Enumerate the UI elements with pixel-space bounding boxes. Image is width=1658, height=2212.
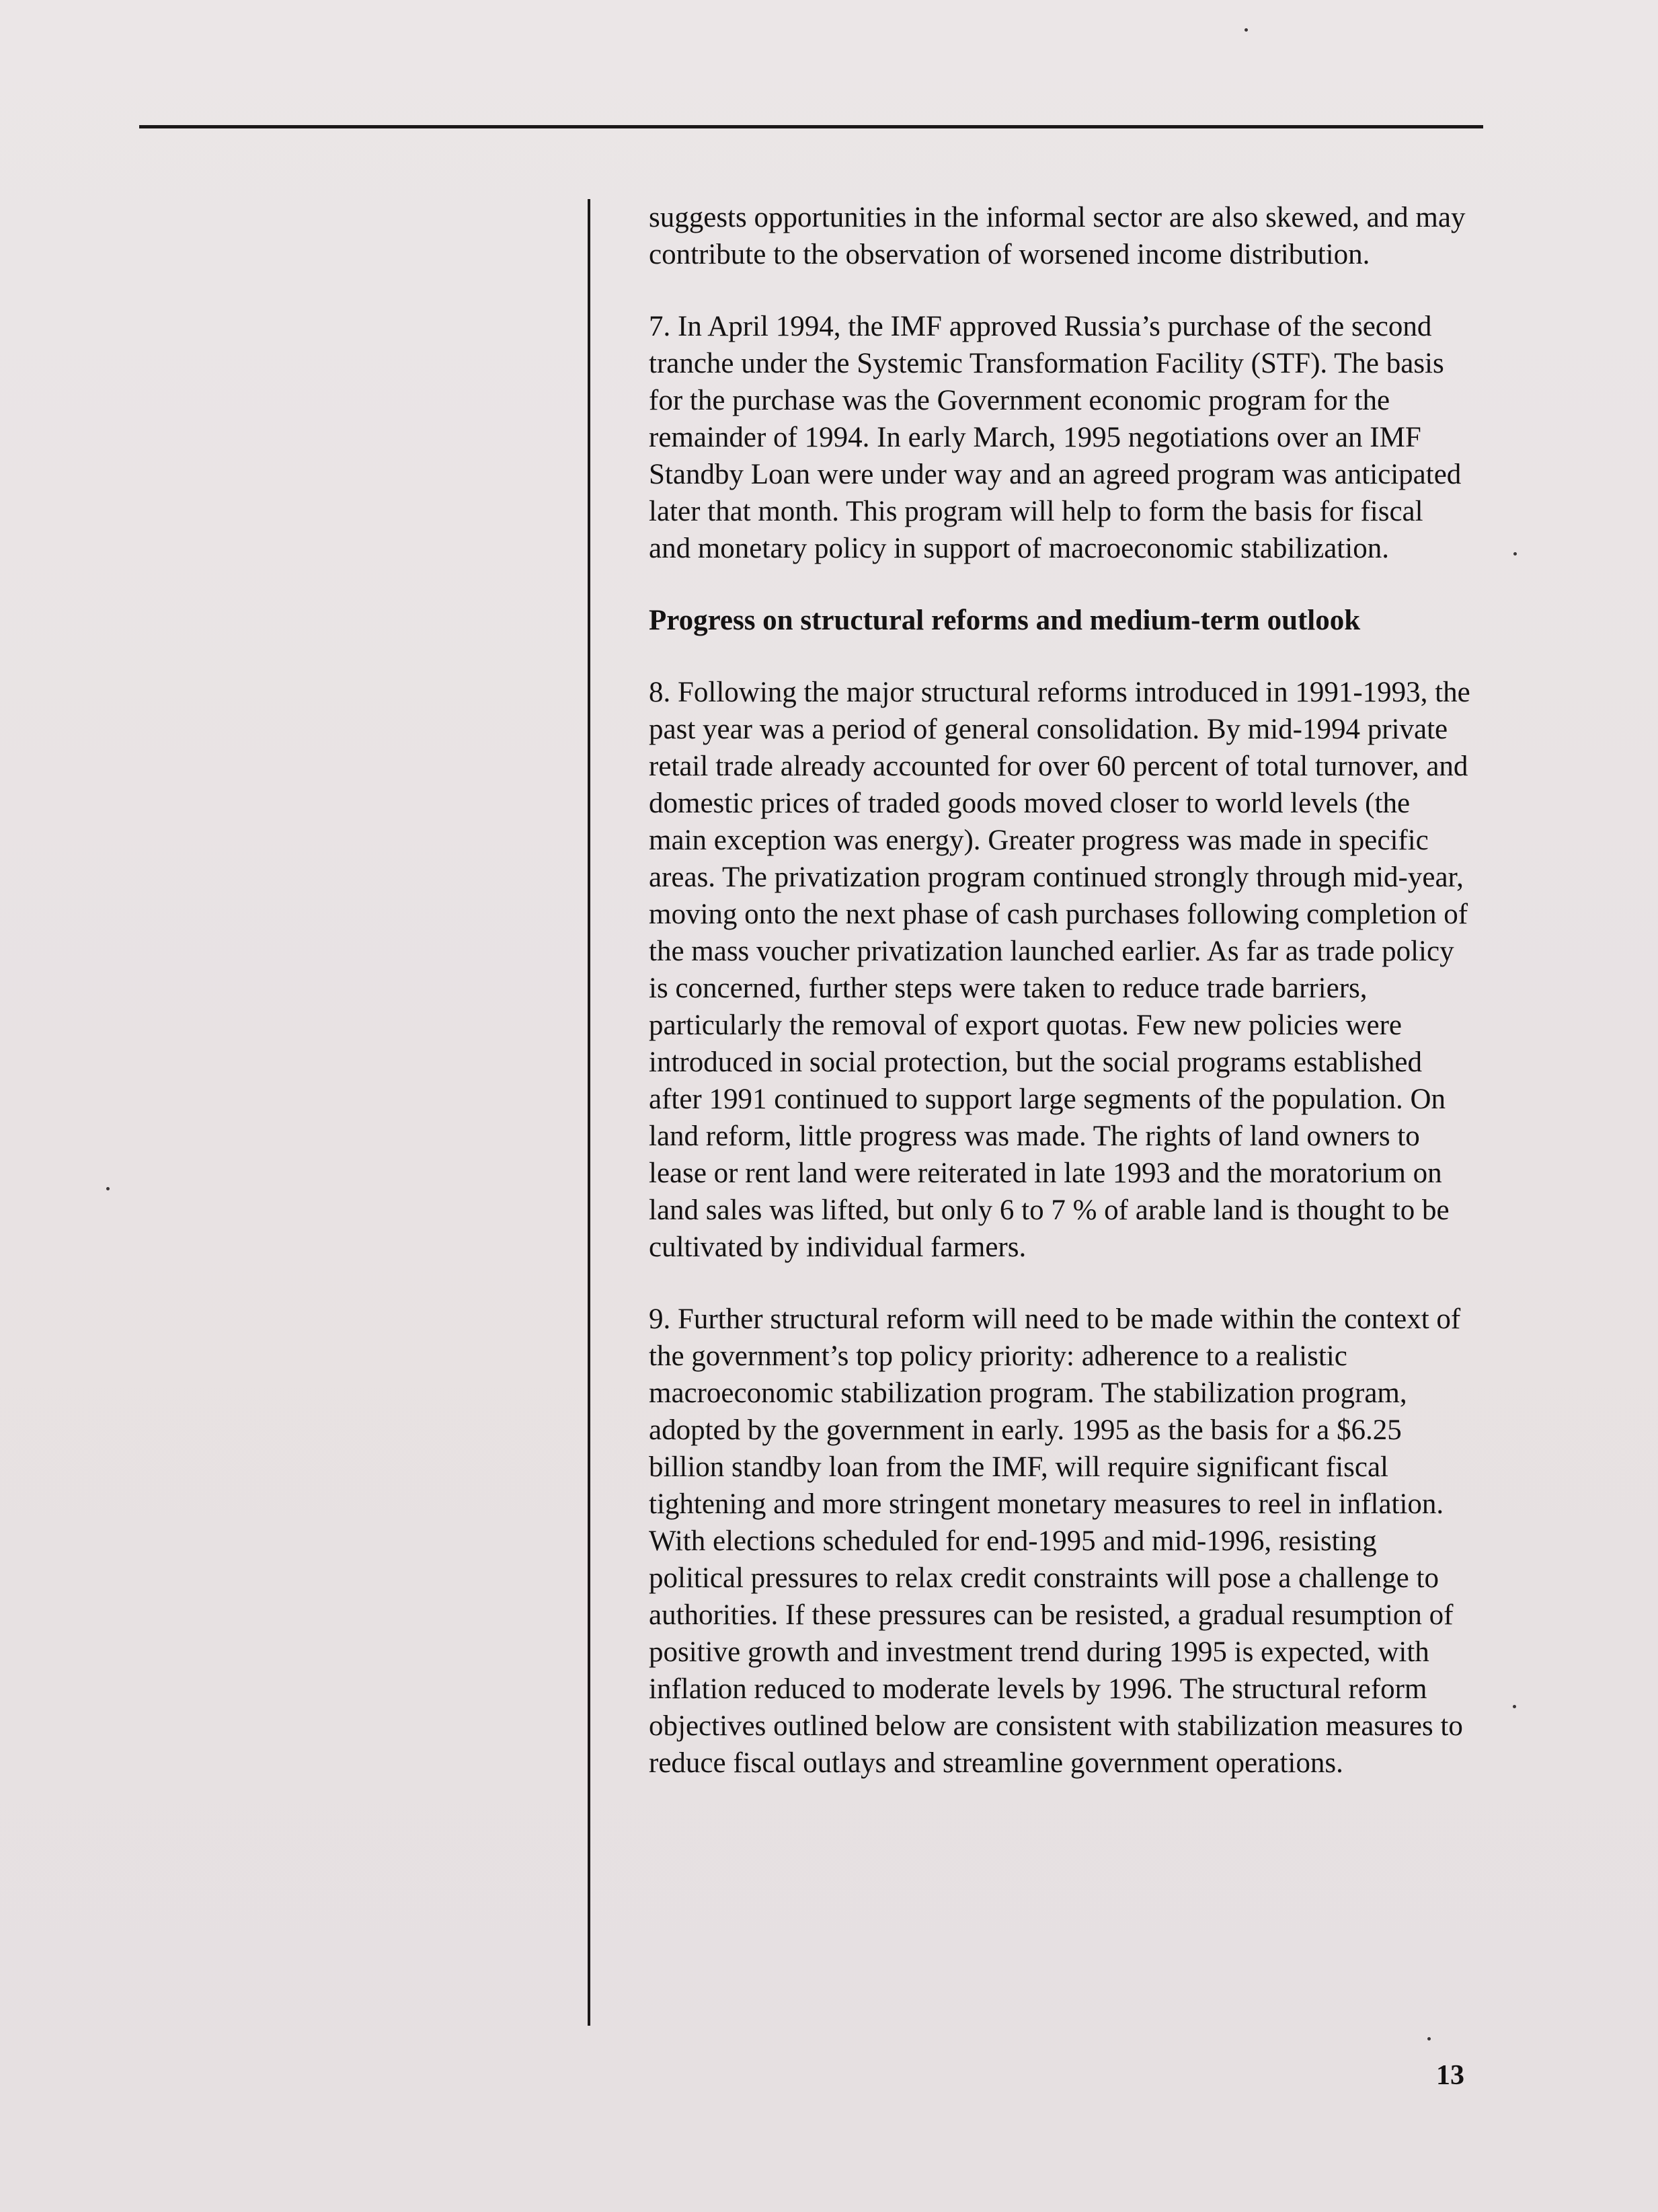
scan-speck [1427,2037,1431,2041]
paragraph-9: 9. Further structural reform will need to be made within the context of the government’s top policy priority: adherence to a realistic macroeconomic stabilization program. The stabilization program, adopted by the government in early. 1995 as the basis for a $6.25 billion standby loan from the IMF, will require significant fiscal tightening and more stringent monetary measures to reel in inflation. With elections scheduled for end-1995 and mid-1996, resisting political pressures to relax credit constraints will pose a challenge to authorities. If these pressures can be resisted, a gradual resumption of positive growth and investment trend during 1995 is expected, with inflation reduced to moderate levels by 1996. The structural reform objectives outlined below are consistent with stabilization measures to reduce fiscal outlays and streamline government operations. [649,1303,1463,1779]
text-column [649,199,1470,1817]
paragraph-7: 7. In April 1994, the IMF approved Russia’s purchase of the second tranche under the Systemic Transformation Facility (STF). The basis for the purchase was the Government economic program for the remainder of 1994. In early March, 1995 negotiations over an IMF Standby Loan were under way and an agreed program was anticipated later that month. This program will help to form the basis for fiscal and monetary policy in support of macroeconomic stabilization. [649,311,1462,564]
paragraph-8: 8. Following the major structural reforms introduced in 1991-1993, the past year was a period of general consolidation. By mid-1994 private retail trade already accounted for over 60 percent of total turnover, and domestic prices of traded goods moved closer to world levels (the main exception was energy). Greater progress was made in specific areas. The privatization program continued strongly through mid-year, moving onto the next phase of cash purchases following completion of the mass voucher privatization launched earlier. As far as trade policy is concerned, further steps were taken to reduce trade barriers, particularly the removal of export quotas. Few new policies were introduced in social protection, but the social programs established after 1991 continued to support large segments of the population. On land reform, little progress was made. The rights of land owners to lease or rent land were reiterated in late 1993 and the moratorium on land sales was lifted, but only 6 to 7 % of arable land is thought to be cultivated by individual farmers. [649,677,1470,1263]
section-heading: Progress on structural reforms and medium-term outlook [649,605,1361,636]
margin-rule [588,199,590,2026]
header-rule [139,125,1483,128]
scan-speck [1513,552,1517,556]
scan-speck [1245,28,1248,32]
scan-speck [106,1187,110,1190]
page-number: 13 [1436,2060,1464,2091]
paragraph-continued: suggests opportunities in the informal sector are also skewed, and may contribute to the observation of worsened income distribution. [649,202,1466,270]
scan-speck [1513,1705,1516,1708]
